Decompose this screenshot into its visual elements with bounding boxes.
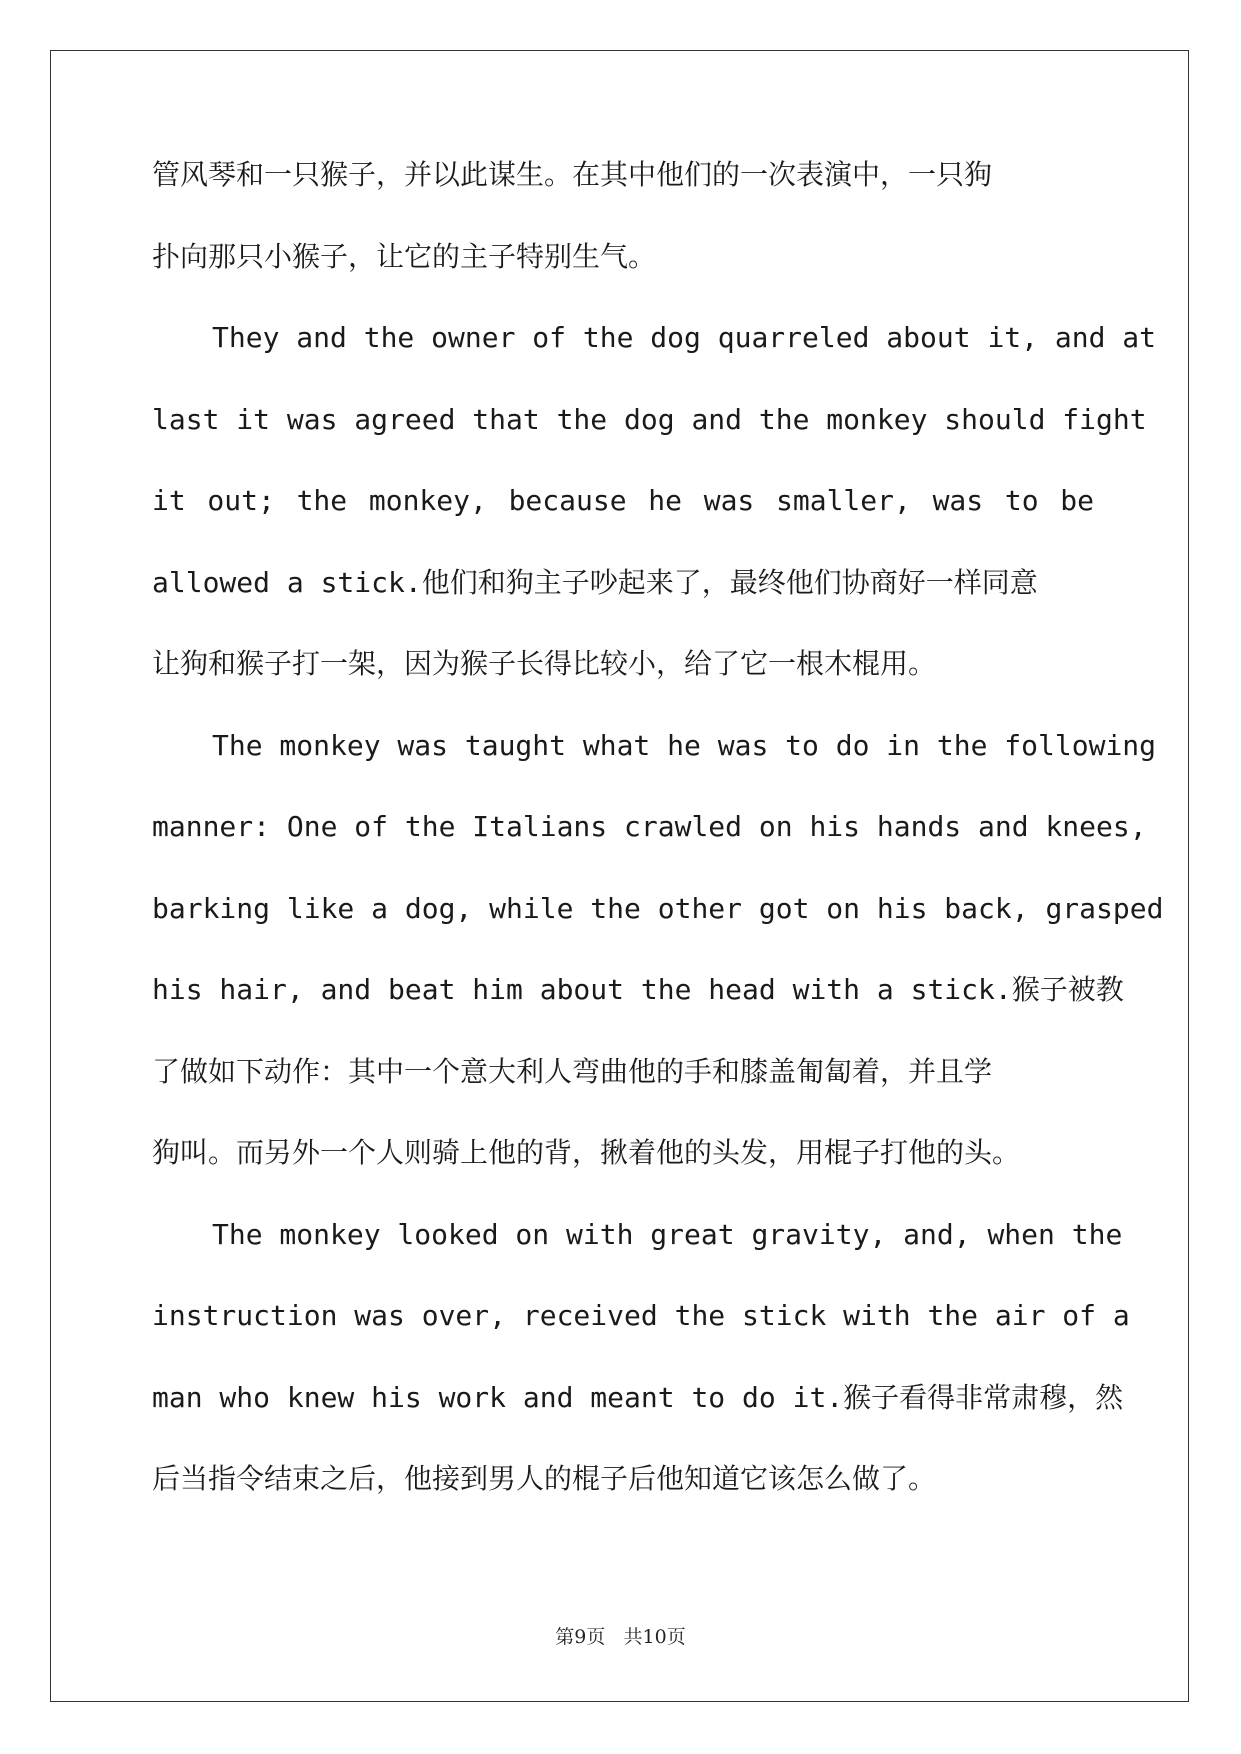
text-line: barking like a dog, while the other got on his back, grasped xyxy=(152,891,1164,925)
text-line: 扑向那只小猴子，让它的主子特别生气。 xyxy=(152,239,657,273)
text-line: 让狗和猴子打一架，因为猴子长得比较小，给了它一根木棍用。 xyxy=(152,647,937,680)
text-line: his hair, and beat him about the head with a stick.猴子被教 xyxy=(152,973,1124,1006)
page-number: 第9页 xyxy=(555,1626,606,1648)
text-line: it out; the monkey, because he was smaller, was to be xyxy=(152,484,1094,517)
paragraph-start-line: They and the owner of the dog quarreled about it, and at xyxy=(212,321,1157,354)
page-total: 共10页 xyxy=(623,1626,686,1648)
document-body xyxy=(152,158,1164,1544)
text-line: 狗叫。而另外一个人则骑上他的背，揪着他的头发，用棍子打他的头。 xyxy=(152,1136,1021,1169)
paragraph-start-line: The monkey looked on with great gravity, and, when the xyxy=(212,1217,1123,1251)
paragraph-start-line: The monkey was taught what he was to do in the following xyxy=(212,728,1157,762)
text-line: man who knew his work and meant to do it.猴子看得非常肃穆，然 xyxy=(152,1380,1124,1414)
text-line: 后当指令结束之后，他接到男人的棍子后他知道它该怎么做了。 xyxy=(152,1462,937,1495)
text-line: 了做如下动作：其中一个意大利人弯曲他的手和膝盖匍匐着，并且学 xyxy=(152,1054,993,1088)
page-footer xyxy=(0,1622,1241,1649)
text-line: last it was agreed that the dog and the monkey should fight xyxy=(152,402,1147,436)
text-line: instruction was over, received the stick with the air of a xyxy=(152,1299,1130,1332)
text-line: allowed a stick.他们和狗主子吵起来了，最终他们协商好一样同意 xyxy=(152,565,1038,599)
text-line: manner: One of the Italians crawled on his hands and knees, xyxy=(152,810,1147,843)
text-line: 管风琴和一只猴子，并以此谋生。在其中他们的一次表演中，一只狗 xyxy=(152,158,993,191)
